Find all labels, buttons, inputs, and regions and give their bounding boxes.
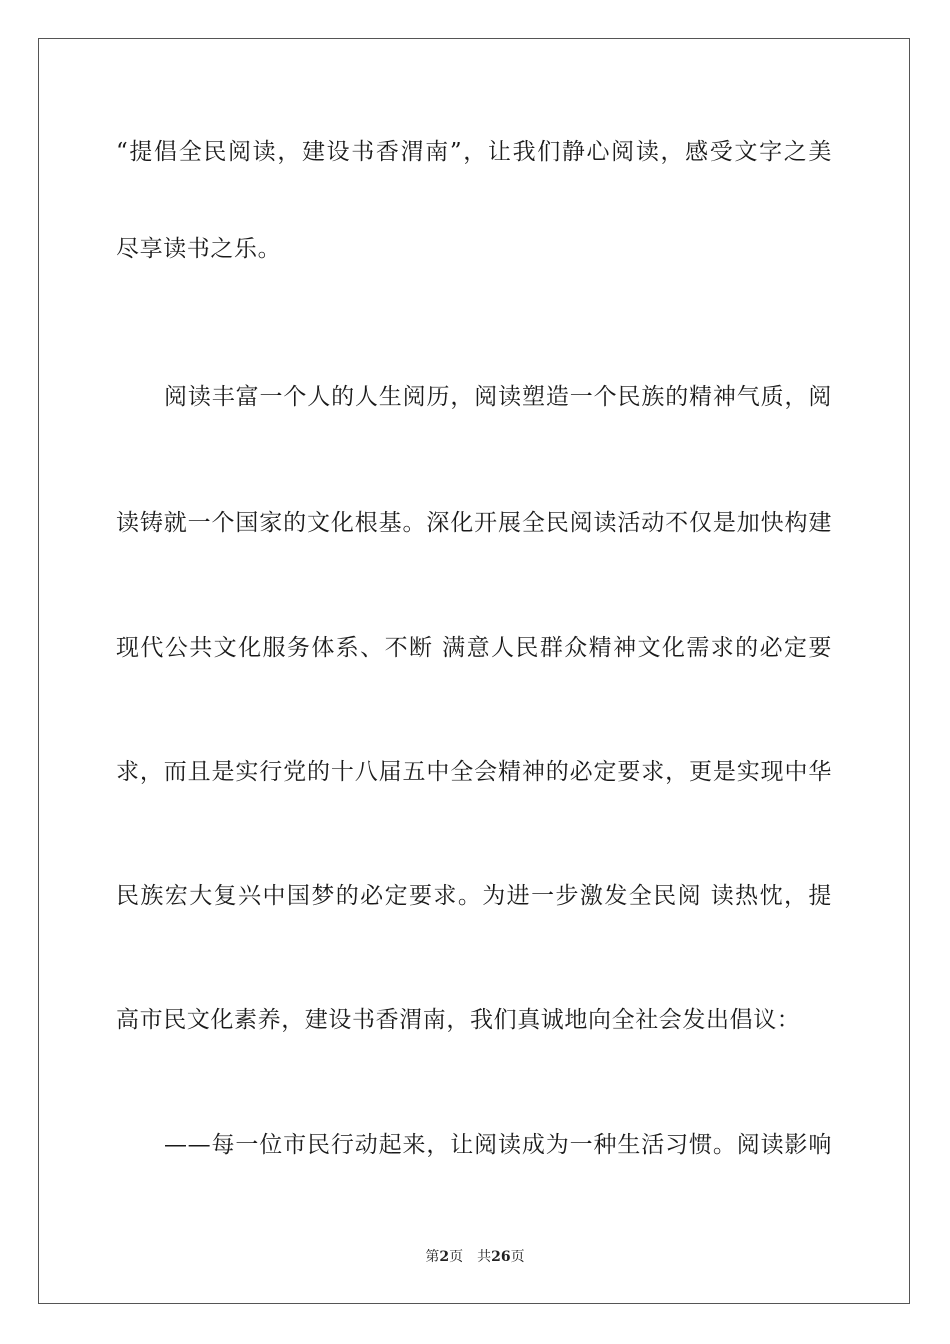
text-line-9: ——每一位市民行动起来，让阅读成为一种生活习惯。阅读影响 (164, 1132, 832, 1158)
total-prefix: 共 (477, 1249, 492, 1265)
page-footer (0, 1248, 950, 1266)
total-pages: 26 (491, 1249, 511, 1265)
page-border (38, 38, 910, 1304)
text-line-2: 尽享读书之乐。 (116, 236, 282, 262)
text-line-1: “提倡全民阅读，建设书香渭南”，让我们静心阅读，感受文字之美 (116, 139, 832, 165)
total-suffix: 页 (510, 1249, 525, 1265)
text-line-6: 求，而且是实行党的十八届五中全会精神的必定要求，更是实现中华 (116, 759, 832, 785)
text-line-7: 民族宏大复兴中国梦的必定要求。为进一步激发全民阅 读热忱，提 (116, 883, 832, 909)
text-line-8: 高市民文化素养，建设书香渭南，我们真诚地向全社会发出倡议： (116, 1007, 801, 1033)
text-line-5: 现代公共文化服务体系、不断 满意人民群众精神文化需求的必定要 (116, 635, 832, 661)
text-line-4: 读铸就一个国家的文化根基。深化开展全民阅读活动不仅是加快构建 (116, 510, 832, 536)
page-number: 2 (439, 1249, 450, 1265)
text-line-3: 阅读丰富一个人的人生阅历，阅读塑造一个民族的精神气质，阅 (164, 384, 832, 410)
page-prefix: 第 (425, 1249, 440, 1265)
page-suffix: 页 (449, 1249, 464, 1265)
